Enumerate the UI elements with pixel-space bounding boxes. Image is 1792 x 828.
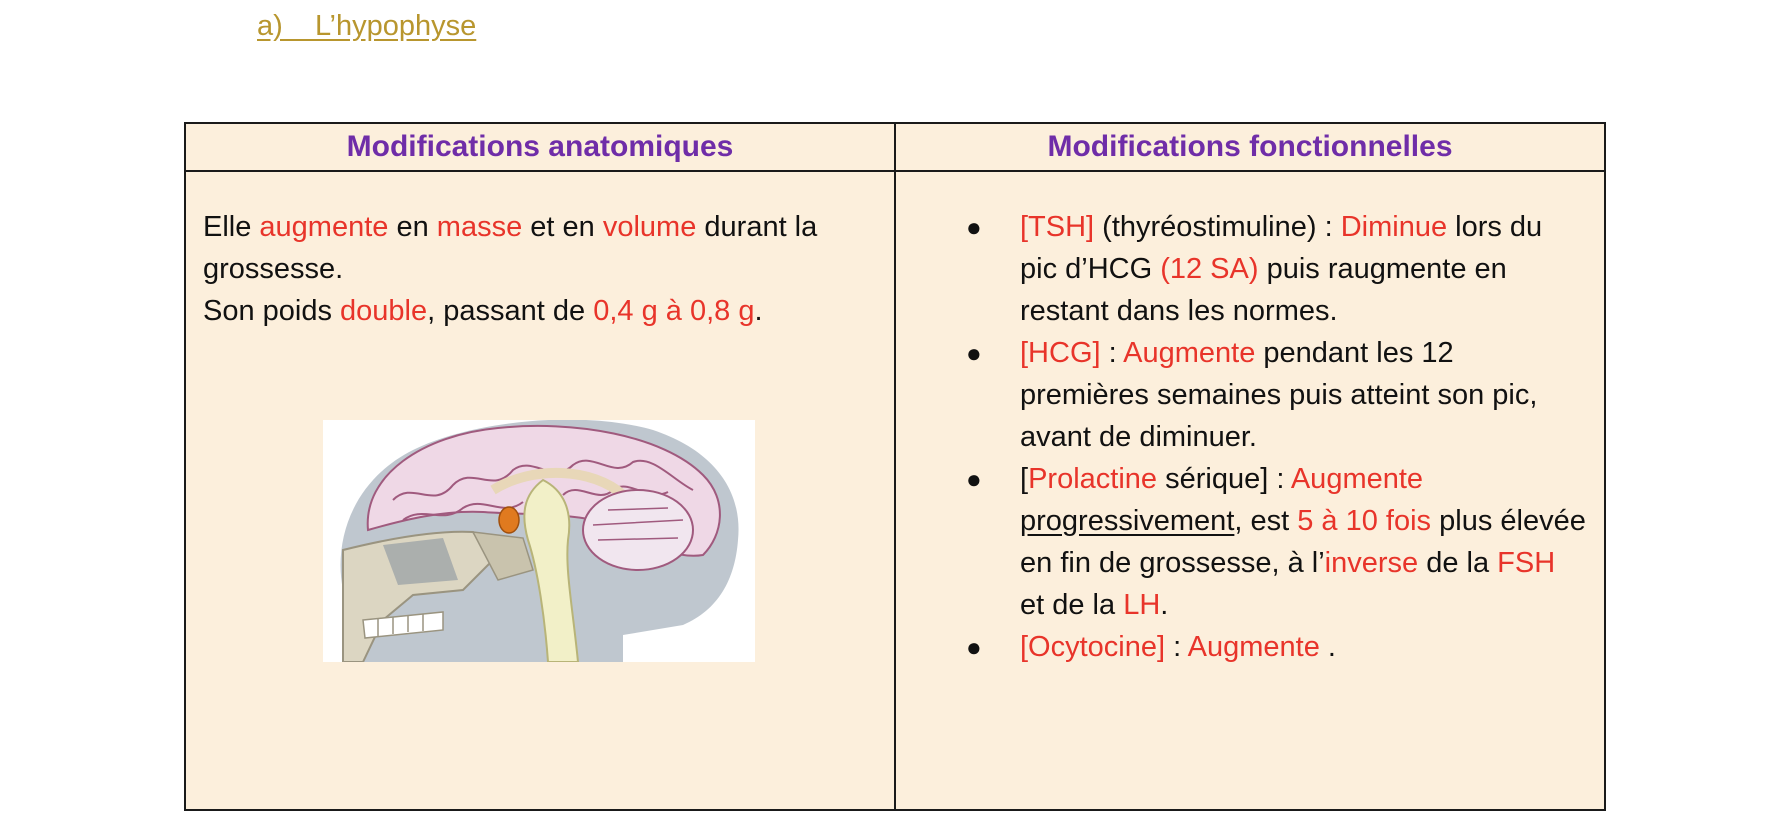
highlighted-text: [HCG] (1020, 337, 1101, 369)
text-run: pendant les 12 premières semaines puis atteint son pic, avant de diminuer. (1020, 337, 1538, 453)
text-run: lors du pic d’HCG (1020, 211, 1543, 285)
text-run: plus élevée en fin de grossesse, à l’ (1020, 505, 1586, 579)
text-run: : (1165, 631, 1188, 663)
text-run: . (1160, 589, 1169, 621)
anatomical-paragraph-weight (203, 290, 884, 332)
bullet-dot-icon: ● (966, 632, 982, 662)
bullet-dot-icon: ● (966, 212, 982, 242)
text-run: puis raugmente en restant dans les normes. (1020, 253, 1507, 327)
bullet-text (1020, 337, 1537, 453)
text-run: . (1319, 631, 1336, 663)
functional-bullet-list (896, 172, 1604, 668)
table-content-row (185, 171, 1605, 810)
text-run: Son poids (203, 295, 341, 327)
bullet-item (966, 458, 1586, 626)
header-functional: Modifications fonctionnelles (895, 123, 1605, 171)
anatomical-paragraph-mass (203, 206, 884, 290)
text-run: sérique] : (1157, 463, 1291, 495)
text-run: [ (1020, 463, 1029, 495)
text-run: et en (522, 211, 603, 243)
bullet-text (1020, 463, 1586, 621)
brain-illustration-icon (323, 420, 755, 662)
highlighted-text: augmente (259, 211, 389, 243)
text-run: Elle (203, 211, 260, 243)
bullet-item (966, 626, 1586, 668)
bullet-dot-icon: ● (966, 338, 982, 368)
highlighted-text: Diminue (1340, 211, 1448, 243)
highlighted-text: Augmente (1123, 337, 1256, 369)
highlighted-text: [TSH] (1020, 211, 1095, 243)
section-heading: a) L’hypophyse (257, 10, 477, 42)
highlighted-text: inverse (1324, 547, 1419, 579)
text-run: . (754, 295, 763, 327)
bullet-dot-icon: ● (966, 464, 982, 494)
text-run: , passant de (427, 295, 594, 327)
text-run: progressivement (1020, 505, 1235, 537)
highlighted-text: 5 à 10 fois (1297, 505, 1432, 537)
text-run: : (1100, 337, 1124, 369)
table-header-row (185, 123, 1605, 171)
bullet-item (966, 206, 1586, 332)
bullet-item (966, 332, 1586, 458)
anatomical-cell (185, 171, 895, 810)
header-anatomical: Modifications anatomiques (185, 123, 895, 171)
highlighted-text: FSH (1497, 547, 1556, 579)
highlighted-text: (12 SA) (1160, 253, 1259, 285)
bullet-text (1020, 631, 1336, 663)
highlighted-text: Augmente (1187, 631, 1320, 663)
highlighted-text: masse (436, 211, 523, 243)
highlighted-text: double (340, 295, 428, 327)
highlighted-text: 0,4 g à 0,8 g (593, 295, 755, 327)
highlighted-text: LH (1123, 589, 1161, 621)
bullet-text (1020, 211, 1542, 327)
functional-cell (895, 171, 1605, 810)
text-run: , est (1234, 505, 1298, 537)
highlighted-text: Prolactine (1028, 463, 1158, 495)
modifications-table (184, 122, 1606, 811)
text-run: durant la grossesse. (203, 211, 818, 285)
text-run: de la (1418, 547, 1498, 579)
brain-sagittal-image (323, 420, 755, 662)
highlighted-text: Augmente (1290, 463, 1424, 495)
anatomical-text (186, 172, 894, 332)
text-run: en (388, 211, 437, 243)
highlighted-text: [Ocytocine] (1020, 631, 1166, 663)
text-run: et de la (1020, 589, 1124, 621)
text-run: (thyréostimuline) : (1094, 211, 1341, 243)
highlighted-text: volume (602, 211, 697, 243)
